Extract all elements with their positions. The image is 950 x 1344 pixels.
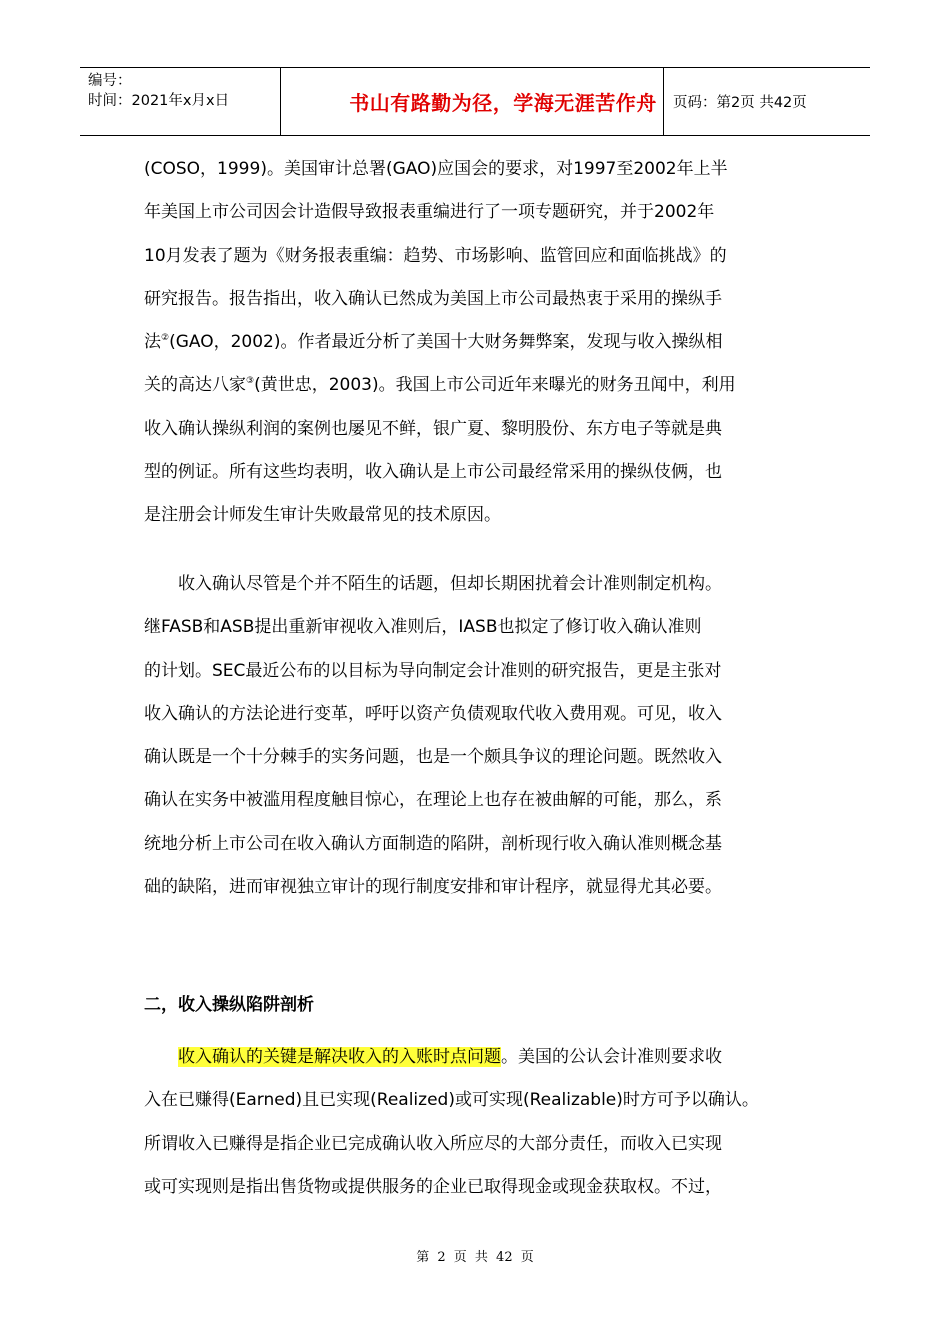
text-line: 确认在实务中被滥用程度触目惊心，在理论上也存在被曲解的可能，那么，系	[144, 790, 722, 811]
text-segment: 。美国的公认会计准则要求收	[501, 1047, 722, 1067]
text-segment: 法	[144, 332, 161, 353]
text-line: 研究报告。报告指出，收入确认已然成为美国上市公司最热衷于采用的操纵手	[144, 288, 722, 309]
footnote-mark: ②	[161, 333, 170, 344]
text-segment: 关的高达八家	[144, 375, 246, 396]
text-line: 型的例证。所有这些均表明，收入确认是上市公司最经常采用的操纵伎俩，也	[144, 462, 722, 483]
text-segment: (黄世忠，2003)。我国上市公司近年来曝光的财务丑闻中，利用	[254, 375, 736, 396]
text-line	[144, 364, 804, 407]
doc-number-label: 编号：	[88, 73, 132, 89]
text-line: (COSO，1999)。美国审计总署(GAO)应国会的要求，对1997至2002年上半	[144, 159, 728, 179]
text-line: 所谓收入已赚得是指企业已完成确认收入所应尽的大部分责任，而收入已实现	[144, 1133, 722, 1154]
text-line: 年美国上市公司因会计造假导致报表重编进行了一项专题研究，并于2002年	[144, 202, 715, 223]
section-heading: 二，收入操纵陷阱剖析	[144, 995, 314, 1015]
text-segment: (GAO，2002)。作者最近分析了美国十大财务舞弊案，发现与收入操纵相	[169, 332, 723, 353]
header-page-info: 页码：第2页 共42页	[673, 94, 807, 111]
text-line: 收入确认尽管是个并不陌生的话题，但却长期困扰着会计准则制定机构。	[144, 574, 722, 594]
page-header	[80, 67, 870, 136]
text-line: 继FASB和ASB提出重新审视收入准则后，IASB也拟定了修订收入确认准则	[144, 617, 702, 638]
text-line: 10月发表了题为《财务报表重编：趋势、市场影响、监管回应和面临挑战》的	[144, 245, 727, 266]
text-line: 入在已赚得(Earned)且已实现(Realized)或可实现(Realizable)时方可予以确认。	[144, 1090, 759, 1111]
footnote-mark: ③	[246, 376, 255, 387]
header-motto: 书山有路勤为径，学海无涯苦作舟	[349, 90, 657, 115]
text-line: 础的缺陷，进而审视独立审计的现行制度安排和审计程序，就显得尤其必要。	[144, 877, 722, 898]
paragraph-1	[144, 148, 804, 538]
text-line: 是注册会计师发生审计失败最常见的技术原因。	[144, 505, 501, 526]
highlighted-text: 收入确认的关键是解决收入的入账时点问题	[178, 1047, 501, 1067]
doc-date: 时间：2021年x月x日	[88, 93, 230, 109]
text-line: 统地分析上市公司在收入确认方面制造的陷阱，剖析现行收入确认准则概念基	[144, 833, 722, 854]
text-line: 收入确认的方法论进行变革，呼吁以资产负债观取代收入费用观。可见，收入	[144, 703, 722, 724]
text-line	[144, 321, 804, 364]
paragraph-3	[144, 1036, 804, 1209]
page-footer: 第 2 页 共 42 页	[416, 1250, 534, 1265]
indent	[144, 1047, 178, 1067]
text-line: 收入确认操纵利润的案例也屡见不鲜，银广夏、黎明股份、东方电子等就是典	[144, 418, 722, 439]
text-line: 确认既是一个十分棘手的实务问题，也是一个颇具争议的理论问题。既然收入	[144, 747, 722, 768]
paragraph-2	[144, 563, 804, 909]
text-line: 的计划。SEC最近公布的以目标为导向制定会计准则的研究报告，更是主张对	[144, 660, 722, 681]
header-meta	[88, 71, 229, 111]
text-line: 或可实现则是指出售货物或提供服务的企业已取得现金或现金获取权。不过，	[144, 1176, 722, 1197]
text-line	[144, 1036, 804, 1079]
